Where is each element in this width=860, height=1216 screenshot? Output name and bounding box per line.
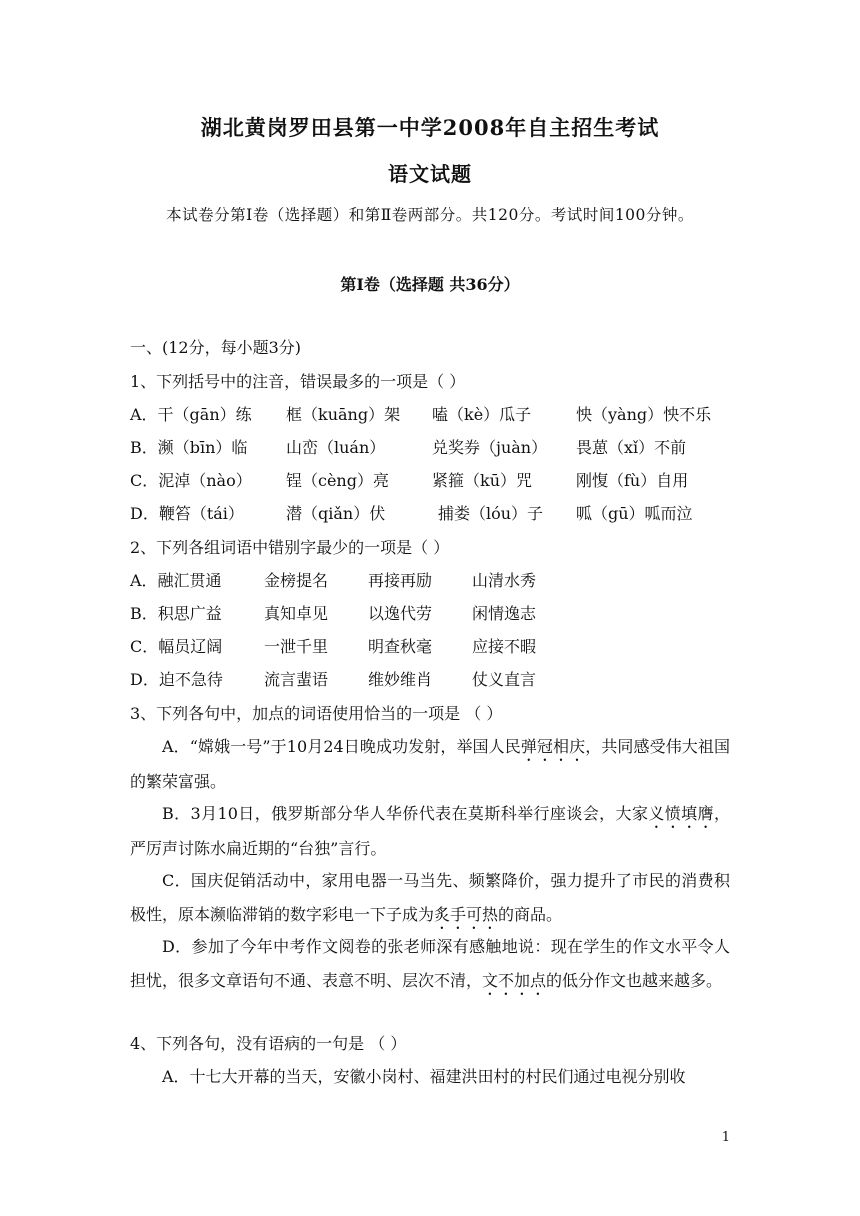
q1-option-c-4: 刚愎（fù）自用 [576,471,689,490]
q2-option-d-1: D．迫不急待 [130,670,223,689]
q1-option-b-4: 畏葸（xǐ）不前 [576,438,687,457]
q1-option-a-1: A．干（gān）练 [130,405,252,424]
q3-b-dotted: 义愤填膺 [648,804,714,823]
q1-option-b-2: 山峦（luán） [286,438,386,457]
q3-a-before: A．“嫦娥一号”于10月24日晚成功发射，举国人民 [162,737,521,756]
q2-option-b-2: 真知卓见 [264,604,329,623]
q4-stem: 4、下列各句，没有语病的一句是 （ ） [130,1034,407,1053]
q1-option-a-2: 框（kuāng）架 [286,405,401,424]
page-number: 1 [721,1130,730,1145]
q2-option-d-4: 仗义直言 [472,670,537,689]
q3-b-after: ，严厉声讨陈水扁近期的“台独”言行。 [130,804,730,858]
q2-option-c-4: 应接不暇 [472,637,537,656]
q1-option-d-4: 呱（gū）呱而泣 [576,504,693,523]
q3-option-b [130,797,730,866]
q4-option-a: A．十七大开幕的当天，安徽小岗村、福建洪田村的村民们通过电视分别收 [162,1067,686,1086]
q2-option-d-2: 流言蜚语 [264,670,329,689]
q2-option-a-2: 金榜提名 [264,571,329,590]
q3-option-c [130,864,730,933]
q3-c-after: 的商品。 [498,904,563,924]
q2-option-b-3: 以逸代劳 [368,604,433,623]
q3-a-after: ，共同感受伟大祖国的繁荣富强。 [130,737,730,791]
q1-option-d-3: 捕娄（lóu）子 [438,504,544,523]
q3-d-after: 的低分作文也越来越多。 [546,970,723,990]
q1-option-d-2: 潜（qiǎn）伏 [286,504,386,523]
q1-option-c-3: 紧箍（kū）咒 [432,471,533,490]
q3-option-d [130,930,730,999]
q1-option-a-3: 嗑（kè）瓜子 [432,405,532,424]
q2-option-c-1: C．幅员辽阔 [130,637,223,656]
q2-option-d-3: 维妙维肖 [368,670,433,689]
exam-intro: 本试卷分第Ⅰ卷（选择题）和第Ⅱ卷两部分。共120分。考试时间100分钟。 [166,206,694,224]
q3-d-before: D．参加了今年中考作文阅卷的张老师深有感触地说：现在学生的作文水平令人担忧，很多文章语句不通、表意不明、层次不清， [130,937,730,990]
q1-option-b-1: B．濒（bīn）临 [130,438,248,457]
q3-b-before: B．3月10日，俄罗斯部分华人华侨代表在莫斯科举行座谈会，大家 [162,804,649,823]
q3-a-dotted: 弹冠相庆 [520,737,586,756]
q3-d-dotted: 文不加点 [482,970,547,990]
q1-option-c-1: C．泥淖（nào） [130,471,252,490]
q1-stem: 1、下列括号中的注音，错误最多的一项是（ ） [130,372,466,391]
q2-stem: 2、下列各组词语中错别字最少的一项是（ ） [130,538,450,557]
q1-option-b-3: 兑奖券（juàn） [432,438,548,457]
exam-title: 湖北黄岗罗田县第一中学2008年自主招生考试 [200,115,660,140]
q3-c-before: C．国庆促销活动中，家用电器一马当先、频繁降价，强力提升了市民的消费积极性，原本濒临滞销的数字彩电一下子成为 [130,871,730,924]
q3-option-a [130,730,730,799]
q2-option-b-4: 闲情逸志 [472,604,537,623]
q2-option-a-4: 山清水秀 [472,571,537,590]
q2-option-c-3: 明查秋毫 [368,637,433,656]
q3-stem: 3、下列各句中，加点的词语使用恰当的一项是 （ ） [130,704,503,723]
q1-option-a-4: 怏（yàng）怏不乐 [576,405,712,424]
q2-option-c-2: 一泄千里 [264,637,329,656]
q1-option-c-2: 锃（cèng）亮 [286,471,389,490]
q3-c-dotted: 炙手可热 [434,904,499,924]
q2-option-a-1: A．融汇贯通 [130,571,222,590]
section-heading: 第Ⅰ卷（选择题 共36分） [340,275,520,294]
exam-subtitle: 语文试题 [388,162,472,186]
q2-option-a-3: 再接再励 [368,571,433,590]
q2-option-b-1: B．积思广益 [130,604,222,623]
part1-heading: 一、(12分，每小题3分) [130,338,302,357]
q1-option-d-1: D．鞭笞（tái） [130,504,244,523]
